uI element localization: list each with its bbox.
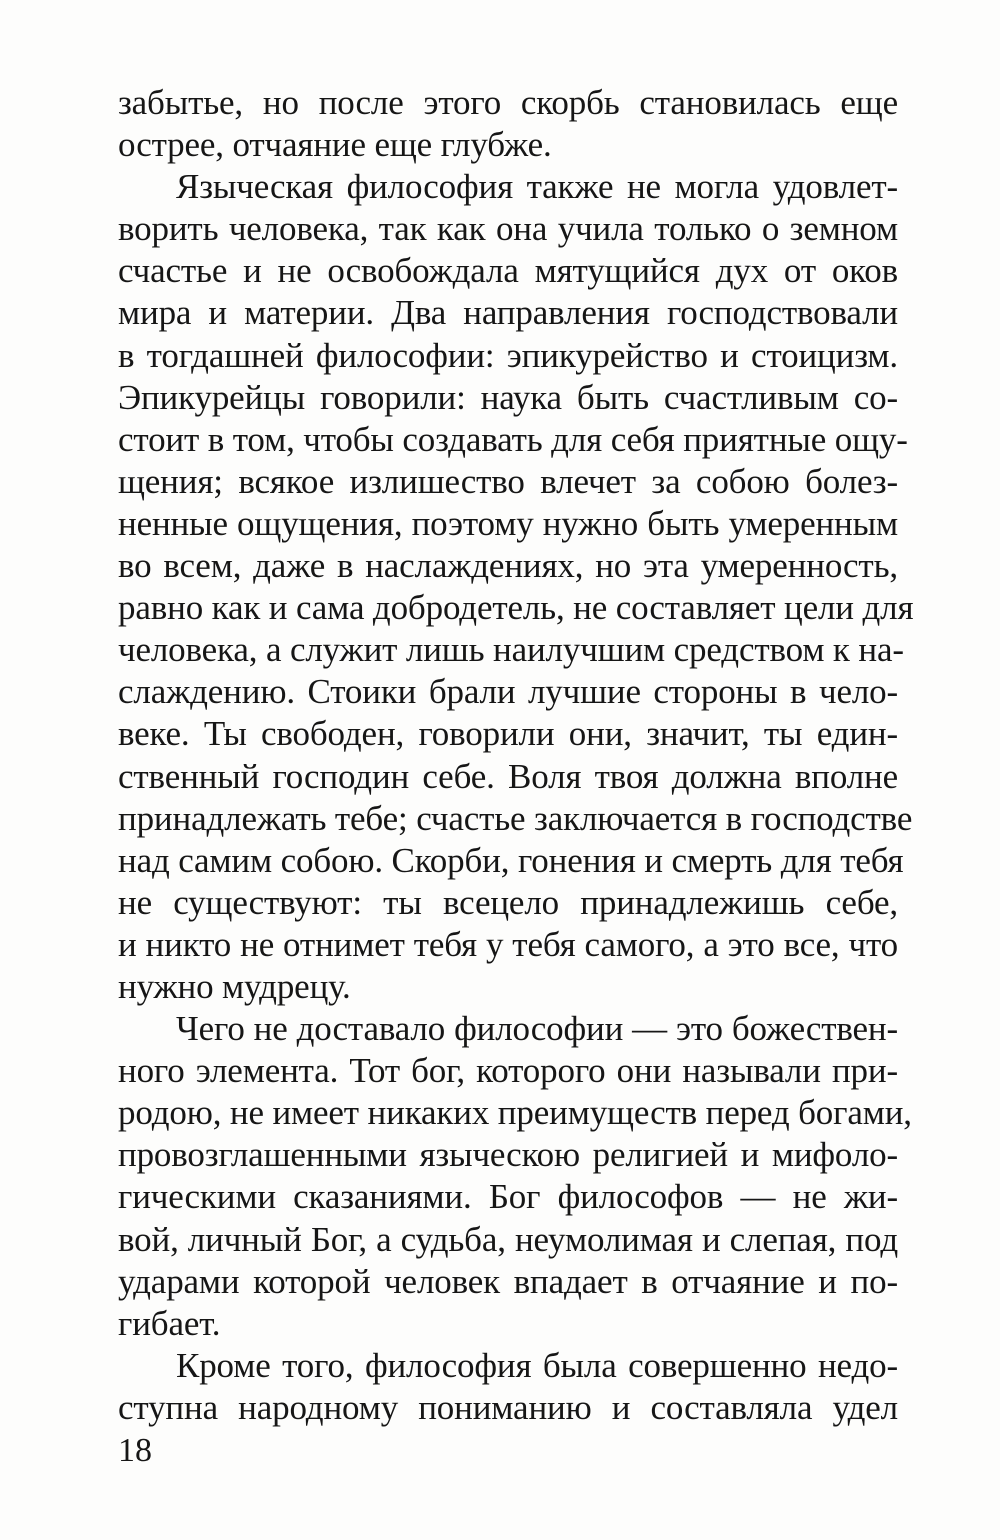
text-line: счастье и не освобождала мятущийся дух от оков bbox=[118, 251, 898, 291]
text-line: ственный господин себе. Воля твоя должна вполне bbox=[118, 756, 898, 796]
text-line: ударами которой человек впадает в отчаяние и по- bbox=[118, 1261, 898, 1301]
text-line: во всем, даже в наслаждениях, но эта умеренность, bbox=[118, 546, 898, 586]
text-line: не существуют: ты всецело принадлежишь себе, bbox=[118, 882, 898, 922]
text-line: стоит в том, чтобы создавать для себя приятные ощу- bbox=[118, 419, 908, 459]
text-line: нужно мудрецу. bbox=[118, 966, 351, 1006]
text-line: в тогдашней философии: эпикурейство и стоицизм. bbox=[118, 335, 898, 375]
text-line: ненные ощущения, поэтому нужно быть умеренным bbox=[118, 503, 898, 543]
text-line: гическими сказаниями. Бог философов — не жи- bbox=[118, 1177, 898, 1217]
text-line: родою, не имеет никаких преимуществ перед богами, bbox=[118, 1093, 912, 1133]
text-line: Эпикурейцы говорили: наука быть счастливым со- bbox=[118, 377, 898, 417]
text-line: веке. Ты свободен, говорили они, значит, ты един- bbox=[118, 714, 898, 754]
page-number: 18 bbox=[118, 1432, 152, 1469]
text-line: ворить человека, так как она учила только о земном bbox=[118, 209, 898, 249]
paragraph-1 bbox=[118, 82, 898, 166]
text-line: ного элемента. Тот бог, которого они называли при- bbox=[118, 1051, 898, 1091]
text-line: острее, отчаяние еще глубже. bbox=[118, 125, 552, 165]
page-body bbox=[118, 82, 914, 1482]
text-line: равно как и сама добродетель, не составляет цели для bbox=[118, 588, 914, 628]
paragraph-3 bbox=[118, 1008, 912, 1345]
text-line: Чего не доставало философии — это божествен- bbox=[176, 1009, 898, 1049]
text-line: слаждению. Стоики брали лучшие стороны в чело- bbox=[118, 672, 898, 712]
text-line: вой, личный Бог, а судьба, неумолимая и слепая, под bbox=[118, 1219, 898, 1259]
text-line: щения; всякое излишество влечет за собою болез- bbox=[118, 461, 898, 501]
text-line: Языческая философия также не могла удовлет- bbox=[176, 167, 898, 207]
text-line: мира и материи. Два направления господствовали bbox=[118, 293, 898, 333]
text-line: гибает. bbox=[118, 1303, 221, 1343]
text-line: провозглашенными языческою религией и мифоло- bbox=[118, 1135, 898, 1175]
text-line: человека, а служит лишь наилучшим средством к на- bbox=[118, 630, 904, 670]
text-line: забытье, но после этого скорбь становилась еще bbox=[118, 83, 898, 122]
text-line: принадлежать тебе; счастье заключается в господстве bbox=[118, 798, 913, 838]
paragraph-2 bbox=[118, 166, 914, 1008]
text-line: над самим собою. Скорби, гонения и смерть для тебя bbox=[118, 840, 904, 880]
paragraph-4 bbox=[118, 1345, 898, 1429]
text-line: ступна народному пониманию и составляла удел bbox=[118, 1387, 898, 1427]
text-line: и никто не отнимет тебя у тебя самого, а это все, что bbox=[118, 924, 898, 964]
text-line: Кроме того, философия была совершенно недо- bbox=[176, 1345, 898, 1385]
